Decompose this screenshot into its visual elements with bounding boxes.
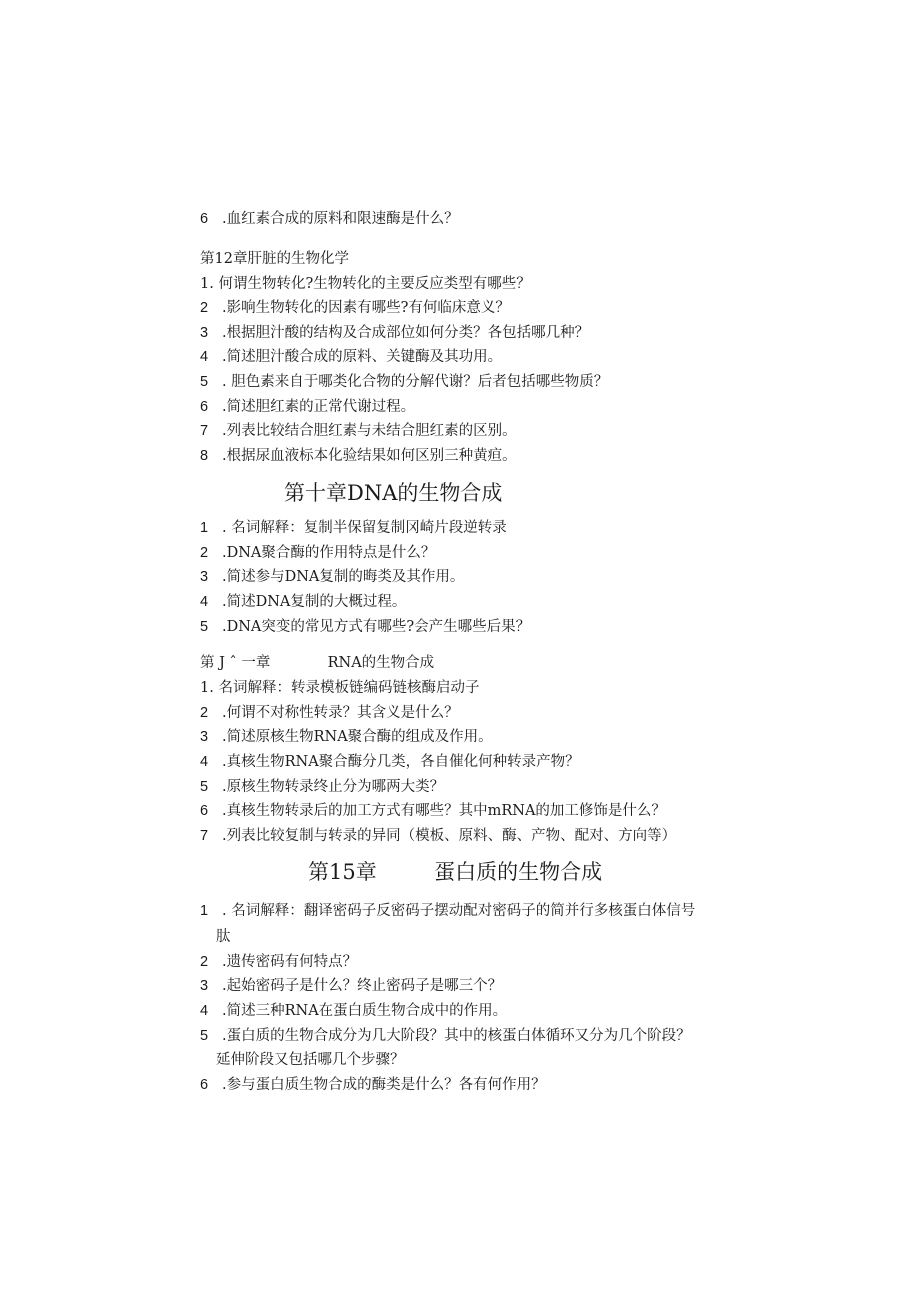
item-text: .根据胆汁酸的结构及合成部位如何分类？各包括哪几种？ — [222, 325, 590, 341]
item-text: .根据尿血液标本化验结果如何区别三种黄疸。 — [222, 448, 517, 464]
item-text: .简述DNA复制的大概过程。 — [222, 594, 407, 610]
item-text: .简述胆红素的正常代谢过程。 — [222, 399, 416, 415]
list-item — [200, 372, 608, 392]
item-text: .原核生物转录终止分为哪两大类？ — [222, 779, 445, 795]
item-number: 5 — [200, 374, 209, 390]
item-number: 2 — [200, 954, 209, 970]
list-item — [200, 1026, 691, 1046]
list-item — [200, 298, 510, 318]
item-text: .血红素合成的原料和限速酶是什么？ — [222, 211, 459, 227]
list-item — [200, 1075, 546, 1095]
item-number: 6 — [200, 803, 209, 819]
item-text: .列表比较复制与转录的异同（模板、原料、酶、产物、配对、方向等） — [222, 828, 677, 844]
item-text: .真核生物RNA聚合酶分几类，各自催化何种转录产物？ — [222, 754, 580, 770]
list-item — [200, 1001, 507, 1021]
item-number: 6 — [200, 399, 209, 415]
item-text: .DNA聚合酶的作用特点是什么？ — [222, 545, 436, 561]
item-number: 3 — [200, 978, 209, 994]
item-text: .蛋白质的生物合成分为几大阶段？其中的核蛋白体循环又分为几个阶段？ — [222, 1028, 691, 1044]
list-item — [200, 567, 464, 587]
item-text: .简述参与DNA复制的晦类及其作用。 — [222, 569, 465, 585]
list-item — [200, 901, 695, 921]
list-item — [200, 518, 507, 538]
list-item — [200, 592, 406, 612]
item-text: 1. 何谓生物转化?生物转化的主要反应类型有哪些？ — [200, 276, 531, 292]
list-item — [200, 703, 459, 723]
item-text: .参与蛋白质生物合成的酶类是什么？各有何作用？ — [222, 1077, 546, 1093]
list-item — [200, 727, 493, 747]
list-item — [200, 209, 459, 229]
item-continuation: 肽 — [216, 929, 231, 945]
chapter-11-name: RNA的生物合成 — [327, 655, 435, 671]
item-number: 7 — [200, 828, 209, 844]
list-item — [200, 446, 517, 466]
item-number: 3 — [200, 729, 209, 745]
item-number: 3 — [200, 325, 209, 341]
chapter-11-number: 第 J ˆ 一章 — [200, 655, 271, 671]
item-number: 1 — [200, 520, 209, 536]
item-number: 4 — [200, 754, 209, 770]
chapter-15-name: 蛋白质的生物合成 — [434, 860, 603, 884]
item-text: .DNA突变的常见方式有哪些?会产生哪些后果？ — [222, 619, 531, 635]
list-item — [200, 752, 580, 772]
list-item — [200, 617, 530, 637]
list-item — [200, 543, 435, 563]
item-text: .遗传密码有何特点？ — [222, 954, 358, 970]
item-number: 2 — [200, 705, 209, 721]
list-item — [200, 347, 502, 367]
item-number: 6 — [200, 211, 209, 227]
item-number: 4 — [200, 1003, 209, 1019]
item-number: 8 — [200, 448, 209, 464]
list-item — [200, 777, 444, 797]
list-item — [200, 323, 589, 343]
item-number: 7 — [200, 423, 209, 439]
list-item — [200, 976, 502, 996]
item-text: .何谓不对称性转录？其含义是什么？ — [222, 705, 459, 721]
item-text: .真核生物转录后的加工方式有哪些？其中mRNA的加工修饰是什么？ — [222, 803, 666, 819]
item-text: .起始密码子是什么？终止密码子是哪三个？ — [222, 978, 503, 994]
item-number: 2 — [200, 545, 209, 561]
item-text: . 名词解释：翻译密码子反密码子摆动配对密码子的简并行多核蛋白体信号 — [222, 903, 696, 919]
item-number: 6 — [200, 1077, 209, 1093]
chapter-11-title — [200, 653, 434, 673]
item-number: 5 — [200, 1028, 209, 1044]
item-number: 4 — [200, 349, 209, 365]
item-text: .影响生物转化的因素有哪些?有何临床意义？ — [222, 300, 510, 316]
item-text: . 胆色素来自于哪类化合物的分解代谢？后者包括哪些物质？ — [222, 374, 609, 390]
list-item — [200, 274, 531, 294]
item-text: .简述原核生物RNA聚合酶的组成及作用。 — [222, 729, 493, 745]
item-text: .简述胆汁酸合成的原料、关键酶及其功用。 — [222, 349, 503, 365]
item-text: .简述三种RNA在蛋白质生物合成中的作用。 — [222, 1003, 508, 1019]
item-number: 1 — [200, 903, 209, 919]
list-item — [200, 826, 676, 846]
item-text: .列表比较结合胆红素与未结合胆红素的区别。 — [222, 423, 517, 439]
list-item — [200, 952, 357, 972]
chapter-10-title: 第十章DNA的生物合成 — [284, 481, 503, 505]
item-number: 5 — [200, 619, 209, 635]
item-number: 2 — [200, 300, 209, 316]
item-number: 4 — [200, 594, 209, 610]
item-number: 5 — [200, 779, 209, 795]
list-item — [200, 801, 666, 821]
chapter-12-title: 第12章肝脏的生物化学 — [200, 251, 349, 267]
chapter-15-title — [308, 858, 602, 886]
item-text: 1. 名词解释：转录模板链编码链核酶启动子 — [200, 680, 480, 696]
item-number: 3 — [200, 569, 209, 585]
item-continuation: 延伸阶段又包括哪几个步骤？ — [216, 1052, 405, 1068]
list-item — [200, 397, 415, 417]
item-text: . 名词解释：复制半保留复制冈崎片段逆转录 — [222, 520, 507, 536]
list-item — [200, 678, 479, 698]
chapter-15-number: 第15章 — [308, 860, 377, 884]
list-item — [200, 421, 517, 441]
